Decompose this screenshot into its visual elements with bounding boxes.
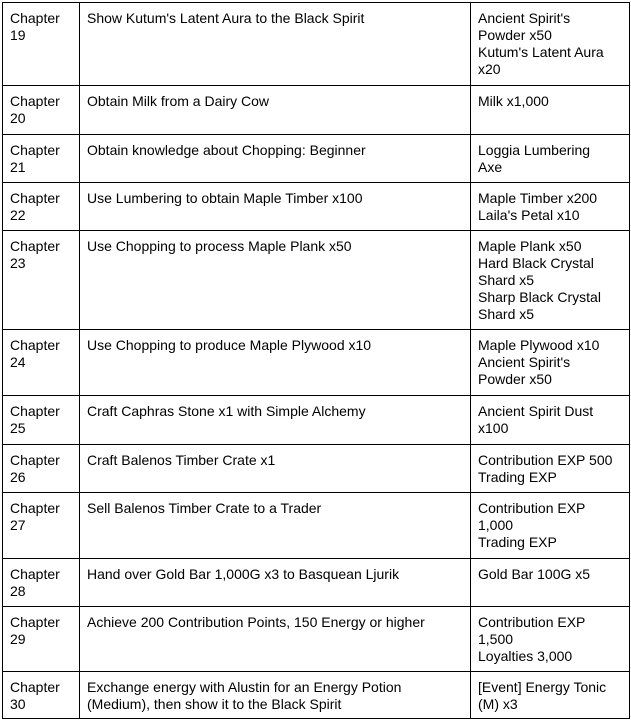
reward-cell [471,135,630,183]
chapter-label: Chapter 23 [10,238,60,271]
reward-text: Milk x1,000 [478,93,549,109]
table-row [3,135,630,183]
task-cell [80,493,471,559]
chapter-cell [3,607,80,672]
reward-cell [471,183,630,231]
reward-cell [471,330,630,396]
reward-text: Contribution EXP 500 Trading EXP [478,452,613,485]
task-text: Exchange energy with Alustin for an Energy Potion (Medium), then show it to the Black Spirit [87,679,402,712]
table-body [3,3,630,719]
chapter-label: Chapter 20 [10,93,60,126]
task-cell [80,330,471,396]
table-row [3,3,630,86]
task-cell [80,135,471,183]
task-text: Use Chopping to produce Maple Plywood x10 [87,337,372,353]
chapter-cell [3,183,80,231]
reward-text: Maple Plank x50 Hard Black Crystal Shard x5 Sharp Black Crystal Shard x5 [478,238,601,322]
reward-cell [471,672,630,719]
table-row [3,559,630,607]
reward-text: Maple Plywood x10 Ancient Spirit's Powder x50 [478,337,600,387]
task-text: Craft Balenos Timber Crate x1 [87,452,276,468]
reward-text: Loggia Lumbering Axe [478,142,591,175]
task-cell [80,559,471,607]
table-row [3,672,630,719]
task-text: Obtain knowledge about Chopping: Beginner [87,142,366,158]
chapter-label: Chapter 19 [10,10,60,43]
chapter-label: Chapter 28 [10,566,60,599]
task-cell [80,672,471,719]
reward-cell [471,445,630,493]
task-cell [80,607,471,672]
table-row [3,183,630,231]
table-row [3,86,630,135]
reward-text: Gold Bar 100G x5 [478,566,591,582]
chapter-cell [3,231,80,330]
reward-text: [Event] Energy Tonic (M) x3 [478,679,607,712]
table-row [3,607,630,672]
task-text: Craft Caphras Stone x1 with Simple Alchemy [87,403,366,419]
chapter-label: Chapter 24 [10,337,60,370]
task-cell [80,3,471,86]
table-row [3,231,630,330]
reward-text: Maple Timber x200 Laila's Petal x10 [478,190,598,223]
chapter-cell [3,86,80,135]
chapter-cell [3,445,80,493]
chapter-cell [3,135,80,183]
task-text: Achieve 200 Contribution Points, 150 Energy or higher [87,614,425,630]
chapter-cell [3,493,80,559]
task-cell [80,183,471,231]
reward-cell [471,3,630,86]
chapter-rewards-table [2,2,630,719]
task-cell [80,396,471,445]
table-row [3,330,630,396]
chapter-label: Chapter 30 [10,679,60,712]
chapter-label: Chapter 29 [10,614,60,647]
table-row [3,493,630,559]
chapter-label: Chapter 27 [10,500,60,533]
chapter-cell [3,672,80,719]
reward-cell [471,559,630,607]
chapter-cell [3,396,80,445]
task-text: Hand over Gold Bar 1,000G x3 to Basquean Ljurik [87,566,400,582]
task-text: Use Chopping to process Maple Plank x50 [87,238,352,254]
task-text: Obtain Milk from a Dairy Cow [87,93,270,109]
chapter-cell [3,330,80,396]
reward-cell [471,607,630,672]
chapter-cell [3,559,80,607]
chapter-label: Chapter 22 [10,190,60,223]
table-row [3,396,630,445]
reward-text: Ancient Spirit Dust x100 [478,403,594,436]
reward-cell [471,493,630,559]
reward-text: Ancient Spirit's Powder x50 Kutum's Latent Aura x20 [478,10,604,77]
task-text: Use Lumbering to obtain Maple Timber x100 [87,190,363,206]
task-cell [80,231,471,330]
chapter-label: Chapter 25 [10,403,60,436]
chapter-label: Chapter 26 [10,452,60,485]
task-text: Show Kutum's Latent Aura to the Black Spirit [87,10,365,26]
task-cell [80,86,471,135]
task-cell [80,445,471,493]
chapter-cell [3,3,80,86]
reward-text: Contribution EXP 1,000 Trading EXP [478,500,586,550]
reward-cell [471,231,630,330]
table-row [3,445,630,493]
reward-cell [471,396,630,445]
chapter-label: Chapter 21 [10,142,60,175]
reward-cell [471,86,630,135]
task-text: Sell Balenos Timber Crate to a Trader [87,500,322,516]
reward-text: Contribution EXP 1,500 Loyalties 3,000 [478,614,586,664]
